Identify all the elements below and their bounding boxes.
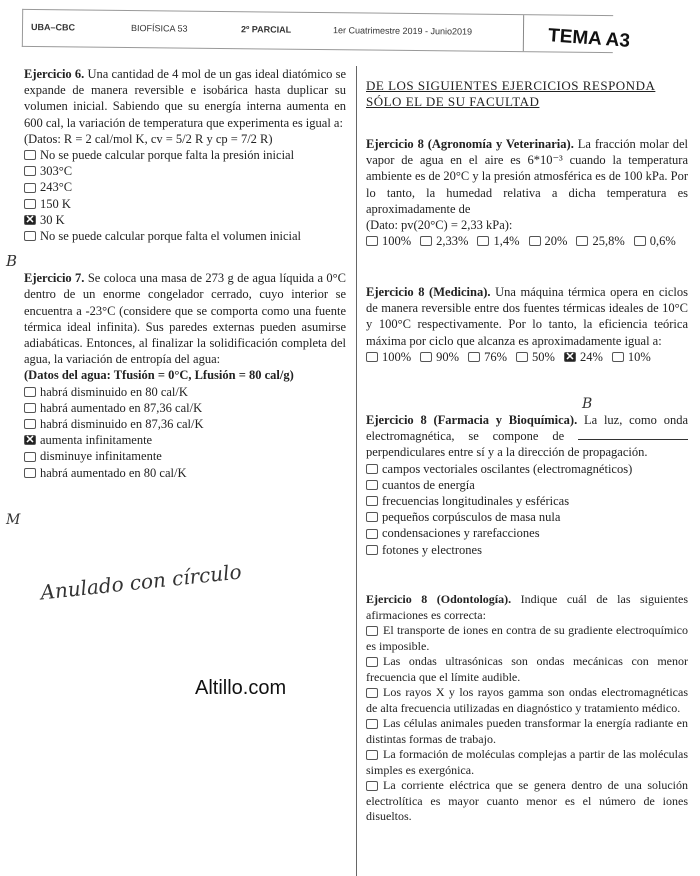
answer-option[interactable] (612, 349, 651, 365)
option-label: campos vectoriales oscilantes (electromagnéticos) (382, 461, 633, 476)
checkbox[interactable] (420, 352, 432, 362)
checkbox[interactable] (612, 352, 624, 362)
checkbox[interactable] (366, 496, 378, 506)
answer-option[interactable] (24, 384, 346, 400)
options-list (366, 461, 688, 558)
column-divider (356, 66, 357, 876)
option-label: 100% (382, 349, 412, 364)
answer-option[interactable] (24, 416, 346, 432)
answer-option[interactable] (24, 179, 346, 195)
answer-option[interactable] (24, 147, 346, 163)
answer-option[interactable] (24, 448, 346, 464)
option-label: 90% (436, 349, 460, 364)
options-list (366, 623, 688, 825)
checkbox[interactable] (24, 183, 36, 193)
checkbox[interactable] (576, 236, 588, 246)
checkbox[interactable] (366, 529, 378, 539)
option-label: 76% (484, 349, 508, 364)
option-label: 150 K (40, 196, 71, 211)
option-label: habrá aumentado en 80 cal/K (40, 465, 187, 480)
option-label: aumenta infinitamente (40, 433, 153, 448)
header-divider (523, 15, 524, 51)
exercise-title: Ejercicio 8 (Medicina). (366, 285, 491, 299)
answer-option[interactable] (366, 509, 688, 525)
option-label: habrá disminuido en 87,36 cal/K (40, 417, 204, 432)
checkbox[interactable] (24, 419, 36, 429)
checkbox[interactable] (24, 199, 36, 209)
checkbox[interactable] (477, 236, 489, 246)
exercise-title: Ejercicio 8 (Agronomía y Veterinaria). (366, 137, 574, 151)
option-label: disminuye infinitamente (40, 449, 162, 464)
option-label: 1,4% (493, 234, 520, 249)
checkbox[interactable] (529, 236, 541, 246)
option-label: condensaciones y rarefacciones (382, 526, 540, 541)
option-label: 100% (382, 234, 412, 249)
option-label: El transporte de iones en contra de su gradiente electroquímico es imposible. (366, 623, 688, 653)
exercise-text: La luz, como onda electromagnética, se compone de (366, 413, 688, 444)
option-label: Las células animales pueden transformar la energía radiante en distintas formas de trabajo. (366, 716, 688, 746)
checkbox[interactable] (24, 387, 36, 397)
exam-name: 2º PARCIAL (240, 24, 292, 35)
exercise-title: Ejercicio 6. (24, 67, 85, 81)
exercise-title: Ejercicio 7. (24, 271, 85, 286)
answer-option[interactable] (576, 233, 624, 249)
checkbox-checked[interactable]: ✕ (565, 350, 575, 363)
option-label: 2,33% (436, 234, 469, 249)
answer-option[interactable] (366, 654, 688, 685)
checkbox[interactable] (24, 150, 36, 160)
fill-blank (578, 439, 688, 440)
answer-option[interactable] (366, 477, 688, 493)
checkbox[interactable] (366, 626, 378, 636)
answer-option[interactable] (366, 778, 688, 825)
right-heading: DE LOS SIGUIENTES EJERCICIOS RESPONDA SÓLO EL DE SU FACULTAD (366, 78, 656, 110)
checkbox[interactable] (24, 166, 36, 176)
options-row (366, 349, 688, 365)
option-label: No se puede calcular porque falta el volumen inicial (40, 229, 302, 244)
answer-option[interactable] (468, 349, 507, 365)
checkbox[interactable] (366, 750, 378, 760)
checkbox[interactable] (366, 512, 378, 522)
checkbox-checked[interactable]: ✕ (25, 213, 35, 226)
handwritten-note: Anulado con círculo (39, 559, 243, 605)
answer-option[interactable] (366, 493, 688, 509)
checkbox[interactable] (366, 236, 378, 246)
answer-option[interactable] (366, 525, 688, 541)
answer-option[interactable] (366, 233, 411, 249)
option-label: 24% (579, 349, 603, 364)
option-label: frecuencias longitudinales y esféricas (382, 494, 570, 509)
period: 1er Cuatrimestre 2019 - Junio2019 (332, 25, 473, 37)
exam-header (22, 9, 613, 53)
checkbox[interactable] (420, 236, 432, 246)
answer-option[interactable] (366, 461, 688, 477)
option-label: pequeños corpúsculos de masa nula (382, 510, 561, 525)
option-label: habrá aumentado en 87,36 cal/K (40, 400, 203, 415)
handwritten-mark: M (6, 512, 21, 528)
answer-option[interactable] (366, 623, 688, 654)
answer-option[interactable] (634, 233, 676, 249)
handwritten-mark: B (582, 396, 593, 412)
answer-option[interactable] (366, 542, 688, 558)
answer-option[interactable] (420, 349, 459, 365)
exercise-data: (Dato: pv(20°C) = 2,33 kPa): (366, 218, 513, 233)
checkbox[interactable] (366, 545, 378, 555)
exercise-title: Ejercicio 8 (Farmacia y Bioquímica). (366, 413, 578, 427)
option-label: fotones y electrones (382, 542, 482, 557)
option-label: cuantos de energía (382, 477, 475, 492)
exercise-6-options (24, 147, 346, 244)
answer-option[interactable] (366, 685, 688, 716)
checkbox[interactable] (24, 231, 36, 241)
exercise-8-medicina (366, 284, 688, 365)
subject: BIOFÍSICA 53 (130, 23, 188, 34)
answer-option[interactable] (564, 349, 603, 365)
options-row (366, 233, 688, 249)
tema-label: TEMA A3 (547, 25, 631, 52)
left-column (24, 66, 346, 481)
checkbox[interactable] (24, 468, 36, 478)
checkbox[interactable] (366, 480, 378, 490)
option-label: 10% (627, 349, 651, 364)
answer-option[interactable] (366, 349, 411, 365)
exercise-7 (24, 270, 346, 367)
watermark: Altillo.com (195, 677, 287, 699)
checkbox-checked[interactable]: ✕ (25, 434, 35, 447)
answer-option[interactable] (366, 747, 688, 778)
exercise-text: Una máquina térmica opera en ciclos de manera reversible entre dos fuentes térmicas ideales de 10°C y 100°C respectivamente. Por lo tanto, la eficiencia teórica máxima por ciclo que alcanza es aproximadamente igual a: (366, 285, 689, 348)
exercise-8-odontologia (366, 592, 688, 825)
answer-option[interactable] (24, 432, 346, 448)
option-label: 25,8% (592, 234, 625, 249)
answer-option[interactable] (24, 228, 346, 244)
institution: UBA–CBC (30, 22, 76, 33)
answer-option[interactable] (24, 196, 346, 212)
exercise-8-farmacia (366, 412, 688, 558)
exercise-8-agronomia (366, 136, 688, 249)
exercise-7-options (24, 384, 346, 481)
exercise-text: Una cantidad de 4 mol de un gas ideal diatómico se expande de manera reversible e isobárica hasta duplicar su volumen inicial. Sabiendo que su energía interna aumenta en 600 cal, la variación de temperatura que experimenta es igual a: (24, 67, 347, 130)
checkbox[interactable] (366, 781, 378, 791)
option-label: La formación de moléculas complejas a partir de las moléculas simples es exergónica. (366, 747, 688, 777)
checkbox[interactable] (366, 352, 378, 362)
answer-option[interactable] (529, 233, 568, 249)
option-label: 243°C (40, 180, 73, 195)
exercise-title: Ejercicio 8 (Odontología). (366, 592, 512, 606)
option-label: 50% (532, 349, 555, 364)
exercise-text: La fracción molar del vapor de agua en el aire es 6*10⁻³ cuando la temperatura ambiente es de 20°C y la presión atmosférica es de 100 kPa. Por lo tanto, la humedad relativa a dicha temperatura es aproximadamente de (366, 137, 688, 216)
answer-option[interactable] (477, 233, 519, 249)
answer-option[interactable] (24, 212, 346, 228)
checkbox[interactable] (366, 688, 378, 698)
exercise-text: perpendiculares entre sí y a la dirección de propagación. (366, 445, 648, 460)
checkbox[interactable] (366, 464, 378, 474)
exercise-data: (Datos del agua: Tfusión = 0°C, Lfusión = 80 cal/g) (24, 368, 294, 383)
answer-option[interactable] (420, 233, 468, 249)
checkbox[interactable] (366, 719, 378, 729)
option-label: Los rayos X y los rayos gamma son ondas electromagnéticas de alta frecuencia utilizadas en diagnóstico y tratamiento médico. (366, 685, 688, 715)
option-label: 30 K (40, 212, 65, 227)
exercise-6 (24, 66, 346, 131)
option-label: No se puede calcular porque falta la presión inicial (40, 148, 295, 163)
answer-option[interactable] (24, 465, 346, 481)
option-label: habrá disminuido en 80 cal/K (40, 384, 188, 399)
answer-option[interactable] (516, 349, 555, 365)
option-label: 303°C (40, 164, 73, 179)
checkbox[interactable] (468, 352, 480, 362)
answer-option[interactable] (366, 716, 688, 747)
handwritten-mark: B (6, 252, 18, 270)
checkbox[interactable] (24, 452, 36, 462)
option-label: 0,6% (649, 234, 676, 249)
checkbox[interactable] (634, 236, 646, 246)
answer-option[interactable] (24, 163, 346, 179)
checkbox[interactable] (366, 657, 378, 667)
exercise-text: Se coloca una masa de 273 g de agua líquida a 0°C dentro de un enorme congelador cerrado, cuyo interior se encuentra a -23°C (considere que se comporta como una fuente térmica ideal infinita). Sus paredes externas pueden asumirse adiabáticas. Entonces, al finalizar la solidificación completa del agua, la variación de entropía del agua: (24, 271, 346, 367)
option-label: 20% (544, 234, 568, 249)
option-label: La corriente eléctrica que se genera dentro de una solución electrolítica es mayor cuanto menor es el número de iones disueltos. (366, 778, 688, 823)
checkbox[interactable] (516, 352, 528, 362)
exercise-data: (Datos: R = 2 cal/mol K, cv = 5/2 R y cp = 7/2 R) (24, 131, 273, 146)
option-label: Las ondas ultrasónicas son ondas mecánicas con menor frecuencia que el límite audible. (366, 654, 688, 684)
checkbox[interactable] (24, 403, 36, 413)
answer-option[interactable] (24, 400, 346, 416)
exercise-text: Indique cuál de las siguientes afirmaciones es correcta: (366, 592, 688, 622)
